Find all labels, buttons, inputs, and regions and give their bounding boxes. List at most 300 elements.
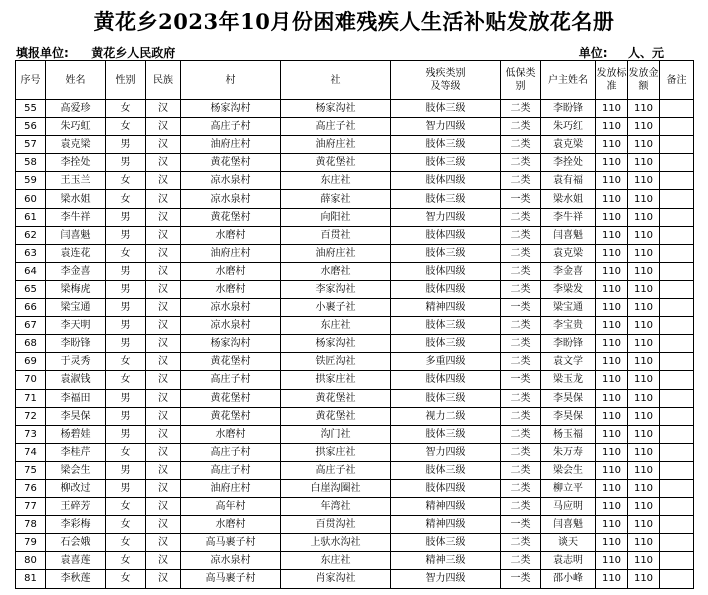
cell-community: 杨家沟社: [281, 100, 391, 118]
cell-standard: 110: [596, 534, 628, 552]
cell-standard: 110: [596, 353, 628, 371]
cell-amount: 110: [628, 190, 660, 208]
cell-gender: 男: [106, 425, 146, 443]
cell-remark: [660, 172, 694, 190]
cell-remark: [660, 244, 694, 262]
cell-gender: 女: [106, 100, 146, 118]
cell-community: 小裹子社: [281, 299, 391, 317]
cell-amount: 110: [628, 534, 660, 552]
table-row: [16, 479, 694, 497]
cell-village: 油府庄村: [181, 136, 281, 154]
cell-householder: 袁克梁: [541, 244, 596, 262]
cell-gender: 女: [106, 443, 146, 461]
cell-gender: 男: [106, 226, 146, 244]
cell-standard: 110: [596, 299, 628, 317]
cell-householder: 李盼锋: [541, 100, 596, 118]
cell-name: 李盼锋: [46, 335, 106, 353]
cell-ethnicity: 汉: [146, 516, 181, 534]
cell-community: 东庄社: [281, 552, 391, 570]
cell-disability: 肢体三级: [391, 335, 501, 353]
cell-name: 李金喜: [46, 262, 106, 280]
cell-amount: 110: [628, 299, 660, 317]
cell-gender: 女: [106, 498, 146, 516]
cell-amount: 110: [628, 100, 660, 118]
reporter-value: 黄花乡人民政府: [91, 46, 176, 60]
cell-index: 71: [16, 389, 46, 407]
cell-community: 高庄子社: [281, 118, 391, 136]
table-row: [16, 154, 694, 172]
cell-standard: 110: [596, 552, 628, 570]
cell-remark: [660, 299, 694, 317]
table-row: [16, 407, 694, 425]
cell-amount: 110: [628, 570, 660, 588]
cell-standard: 110: [596, 190, 628, 208]
cell-subsidy-class: 二类: [501, 389, 541, 407]
cell-standard: 110: [596, 389, 628, 407]
table-row: [16, 498, 694, 516]
cell-householder: 闫喜魁: [541, 516, 596, 534]
cell-village: 水磨村: [181, 226, 281, 244]
cell-village: 高马裹子村: [181, 534, 281, 552]
cell-householder: 梁水姐: [541, 190, 596, 208]
cell-name: 杨碧娃: [46, 425, 106, 443]
cell-standard: 110: [596, 208, 628, 226]
cell-householder: 李牛祥: [541, 208, 596, 226]
table-row: [16, 190, 694, 208]
cell-standard: 110: [596, 498, 628, 516]
cell-standard: 110: [596, 371, 628, 389]
cell-name: 李天明: [46, 317, 106, 335]
cell-community: 油府庄社: [281, 136, 391, 154]
cell-community: 油府庄社: [281, 244, 391, 262]
cell-ethnicity: 汉: [146, 498, 181, 516]
cell-name: 袁淑钱: [46, 371, 106, 389]
cell-subsidy-class: 二类: [501, 100, 541, 118]
cell-amount: 110: [628, 461, 660, 479]
cell-ethnicity: 汉: [146, 299, 181, 317]
cell-gender: 男: [106, 262, 146, 280]
cell-amount: 110: [628, 317, 660, 335]
cell-ethnicity: 汉: [146, 280, 181, 298]
cell-amount: 110: [628, 353, 660, 371]
cell-name: 梁水姐: [46, 190, 106, 208]
cell-index: 80: [16, 552, 46, 570]
cell-remark: [660, 425, 694, 443]
cell-gender: 男: [106, 299, 146, 317]
cell-ethnicity: 汉: [146, 534, 181, 552]
cell-subsidy-class: 一类: [501, 570, 541, 588]
cell-community: 铁匠沟社: [281, 353, 391, 371]
cell-village: 杨家沟村: [181, 100, 281, 118]
cell-standard: 110: [596, 317, 628, 335]
cell-gender: 女: [106, 570, 146, 588]
cell-disability: 肢体三级: [391, 154, 501, 172]
table-row: [16, 461, 694, 479]
cell-gender: 女: [106, 190, 146, 208]
cell-ethnicity: 汉: [146, 208, 181, 226]
cell-disability: 肢体四级: [391, 226, 501, 244]
cell-name: 梁宝通: [46, 299, 106, 317]
cell-amount: 110: [628, 389, 660, 407]
cell-community: 李家沟社: [281, 280, 391, 298]
cell-index: 60: [16, 190, 46, 208]
cell-householder: 杨玉福: [541, 425, 596, 443]
cell-householder: 邵小峰: [541, 570, 596, 588]
cell-remark: [660, 534, 694, 552]
cell-householder: 李拴处: [541, 154, 596, 172]
cell-amount: 110: [628, 208, 660, 226]
cell-disability: 精神四级: [391, 299, 501, 317]
cell-gender: 男: [106, 407, 146, 425]
cell-standard: 110: [596, 461, 628, 479]
cell-disability: 多重四级: [391, 353, 501, 371]
cell-village: 黄花堡村: [181, 154, 281, 172]
cell-subsidy-class: 一类: [501, 299, 541, 317]
cell-disability: 智力四级: [391, 443, 501, 461]
cell-householder: 朱巧红: [541, 118, 596, 136]
table-row: [16, 443, 694, 461]
cell-amount: 110: [628, 479, 660, 497]
cell-standard: 110: [596, 154, 628, 172]
cell-gender: 男: [106, 389, 146, 407]
cell-remark: [660, 208, 694, 226]
cell-community: 拱家庄社: [281, 371, 391, 389]
table-row: [16, 317, 694, 335]
cell-amount: 110: [628, 443, 660, 461]
header-cell: 民族: [146, 61, 181, 100]
cell-remark: [660, 498, 694, 516]
cell-name: 闫喜魁: [46, 226, 106, 244]
cell-index: 56: [16, 118, 46, 136]
cell-ethnicity: 汉: [146, 317, 181, 335]
unit-label: 单位:: [578, 46, 608, 60]
header-cell: 低保类别: [501, 61, 541, 100]
cell-householder: 袁文学: [541, 353, 596, 371]
cell-amount: 110: [628, 262, 660, 280]
cell-gender: 女: [106, 534, 146, 552]
header-cell: 序号: [16, 61, 46, 100]
cell-amount: 110: [628, 498, 660, 516]
cell-remark: [660, 262, 694, 280]
cell-amount: 110: [628, 172, 660, 190]
cell-householder: 李昊保: [541, 389, 596, 407]
cell-ethnicity: 汉: [146, 262, 181, 280]
cell-ethnicity: 汉: [146, 226, 181, 244]
cell-community: 水磨社: [281, 262, 391, 280]
cell-amount: 110: [628, 371, 660, 389]
cell-disability: 智力四级: [391, 570, 501, 588]
cell-remark: [660, 100, 694, 118]
cell-village: 高庄子村: [181, 443, 281, 461]
cell-name: 朱巧虹: [46, 118, 106, 136]
cell-index: 62: [16, 226, 46, 244]
cell-name: 袁克梁: [46, 136, 106, 154]
cell-village: 凉水泉村: [181, 190, 281, 208]
cell-village: 水磨村: [181, 425, 281, 443]
cell-standard: 110: [596, 425, 628, 443]
cell-community: 薛家社: [281, 190, 391, 208]
cell-index: 76: [16, 479, 46, 497]
header-cell: 村: [181, 61, 281, 100]
cell-remark: [660, 443, 694, 461]
cell-subsidy-class: 二类: [501, 552, 541, 570]
cell-disability: 肢体三级: [391, 190, 501, 208]
table-row: [16, 172, 694, 190]
cell-village: 黄花堡村: [181, 407, 281, 425]
cell-standard: 110: [596, 172, 628, 190]
cell-community: 年湾社: [281, 498, 391, 516]
cell-householder: 袁克梁: [541, 136, 596, 154]
cell-amount: 110: [628, 226, 660, 244]
cell-householder: 柳立平: [541, 479, 596, 497]
header-cell: 发放标准: [596, 61, 628, 100]
cell-index: 63: [16, 244, 46, 262]
cell-name: 李牛祥: [46, 208, 106, 226]
cell-householder: 梁会生: [541, 461, 596, 479]
cell-community: 黄花堡社: [281, 407, 391, 425]
cell-name: 高爱珍: [46, 100, 106, 118]
cell-name: 梁会生: [46, 461, 106, 479]
cell-name: 李拴处: [46, 154, 106, 172]
cell-disability: 精神四级: [391, 516, 501, 534]
cell-standard: 110: [596, 118, 628, 136]
cell-name: 王玉兰: [46, 172, 106, 190]
cell-householder: 马应明: [541, 498, 596, 516]
cell-community: 向阳社: [281, 208, 391, 226]
cell-householder: 闫喜魁: [541, 226, 596, 244]
cell-name: 石会娥: [46, 534, 106, 552]
cell-index: 78: [16, 516, 46, 534]
cell-householder: 朱万寿: [541, 443, 596, 461]
cell-standard: 110: [596, 100, 628, 118]
cell-gender: 女: [106, 516, 146, 534]
cell-disability: 肢体三级: [391, 244, 501, 262]
table-row: [16, 208, 694, 226]
cell-ethnicity: 汉: [146, 461, 181, 479]
cell-village: 高庄子村: [181, 461, 281, 479]
cell-standard: 110: [596, 335, 628, 353]
cell-disability: 肢体四级: [391, 262, 501, 280]
table-row: [16, 534, 694, 552]
cell-ethnicity: 汉: [146, 136, 181, 154]
cell-remark: [660, 570, 694, 588]
cell-village: 油府庄村: [181, 479, 281, 497]
cell-ethnicity: 汉: [146, 371, 181, 389]
table-row: [16, 262, 694, 280]
cell-name: 李昊保: [46, 407, 106, 425]
cell-subsidy-class: 二类: [501, 280, 541, 298]
header-cell: 备注: [660, 61, 694, 100]
cell-village: 凉水泉村: [181, 299, 281, 317]
cell-index: 67: [16, 317, 46, 335]
cell-community: 高庄子社: [281, 461, 391, 479]
cell-householder: 李昊保: [541, 407, 596, 425]
cell-village: 杨家沟村: [181, 335, 281, 353]
cell-amount: 110: [628, 516, 660, 534]
cell-gender: 男: [106, 208, 146, 226]
cell-community: 东庄社: [281, 172, 391, 190]
cell-gender: 女: [106, 552, 146, 570]
header-cell: 社: [281, 61, 391, 100]
cell-disability: 视力二级: [391, 407, 501, 425]
cell-amount: 110: [628, 335, 660, 353]
cell-gender: 男: [106, 136, 146, 154]
cell-amount: 110: [628, 154, 660, 172]
cell-index: 81: [16, 570, 46, 588]
cell-ethnicity: 汉: [146, 443, 181, 461]
cell-index: 59: [16, 172, 46, 190]
cell-householder: 梁宝通: [541, 299, 596, 317]
cell-index: 69: [16, 353, 46, 371]
cell-index: 73: [16, 425, 46, 443]
cell-gender: 男: [106, 461, 146, 479]
unit-line: [579, 44, 664, 61]
cell-ethnicity: 汉: [146, 407, 181, 425]
table-row: [16, 100, 694, 118]
cell-name: 李桂芹: [46, 443, 106, 461]
cell-village: 高马裹子村: [181, 570, 281, 588]
cell-standard: 110: [596, 516, 628, 534]
cell-index: 77: [16, 498, 46, 516]
header-cell: 户主姓名: [541, 61, 596, 100]
cell-community: 百贯社: [281, 226, 391, 244]
cell-gender: 女: [106, 172, 146, 190]
cell-disability: 肢体三级: [391, 100, 501, 118]
table-row: [16, 280, 694, 298]
cell-community: 黄花堡社: [281, 154, 391, 172]
cell-remark: [660, 317, 694, 335]
cell-disability: 精神三级: [391, 552, 501, 570]
cell-ethnicity: 汉: [146, 389, 181, 407]
cell-householder: 李梁发: [541, 280, 596, 298]
table-row: [16, 299, 694, 317]
cell-community: 黄花堡社: [281, 389, 391, 407]
cell-subsidy-class: 二类: [501, 226, 541, 244]
cell-ethnicity: 汉: [146, 118, 181, 136]
cell-name: 李福田: [46, 389, 106, 407]
cell-index: 75: [16, 461, 46, 479]
cell-community: 东庄社: [281, 317, 391, 335]
cell-gender: 男: [106, 154, 146, 172]
cell-amount: 110: [628, 136, 660, 154]
cell-standard: 110: [596, 570, 628, 588]
cell-village: 黄花堡村: [181, 389, 281, 407]
cell-householder: 李宝贵: [541, 317, 596, 335]
cell-gender: 男: [106, 335, 146, 353]
cell-index: 55: [16, 100, 46, 118]
cell-disability: 肢体三级: [391, 425, 501, 443]
cell-remark: [660, 136, 694, 154]
cell-remark: [660, 389, 694, 407]
table-header-row: [16, 61, 694, 100]
cell-amount: 110: [628, 244, 660, 262]
cell-householder: 袁志明: [541, 552, 596, 570]
cell-index: 64: [16, 262, 46, 280]
cell-ethnicity: 汉: [146, 353, 181, 371]
cell-ethnicity: 汉: [146, 100, 181, 118]
cell-subsidy-class: 一类: [501, 190, 541, 208]
cell-amount: 110: [628, 425, 660, 443]
cell-disability: 肢体四级: [391, 479, 501, 497]
cell-disability: 肢体三级: [391, 317, 501, 335]
header-cell: 姓名: [46, 61, 106, 100]
cell-index: 66: [16, 299, 46, 317]
cell-name: 袁喜莲: [46, 552, 106, 570]
cell-index: 72: [16, 407, 46, 425]
cell-village: 高庄子村: [181, 118, 281, 136]
cell-subsidy-class: 二类: [501, 353, 541, 371]
cell-disability: 肢体三级: [391, 389, 501, 407]
cell-subsidy-class: 二类: [501, 118, 541, 136]
reporter-line: [16, 44, 175, 61]
table-row: [16, 118, 694, 136]
cell-ethnicity: 汉: [146, 425, 181, 443]
cell-subsidy-class: 二类: [501, 461, 541, 479]
cell-standard: 110: [596, 479, 628, 497]
cell-remark: [660, 461, 694, 479]
cell-village: 凉水泉村: [181, 317, 281, 335]
cell-amount: 110: [628, 407, 660, 425]
cell-standard: 110: [596, 244, 628, 262]
cell-village: 凉水泉村: [181, 552, 281, 570]
cell-subsidy-class: 二类: [501, 425, 541, 443]
cell-index: 79: [16, 534, 46, 552]
cell-ethnicity: 汉: [146, 552, 181, 570]
table-row: [16, 552, 694, 570]
cell-disability: 肢体三级: [391, 136, 501, 154]
cell-community: 沟门社: [281, 425, 391, 443]
cell-subsidy-class: 二类: [501, 479, 541, 497]
reporter-label: 填报单位:: [16, 46, 69, 60]
cell-village: 黄花堡村: [181, 208, 281, 226]
cell-community: 百贯沟社: [281, 516, 391, 534]
cell-subsidy-class: 二类: [501, 208, 541, 226]
cell-name: 于灵秀: [46, 353, 106, 371]
cell-disability: 肢体三级: [391, 461, 501, 479]
cell-index: 70: [16, 371, 46, 389]
cell-community: 杨家沟社: [281, 335, 391, 353]
cell-subsidy-class: 二类: [501, 244, 541, 262]
cell-subsidy-class: 二类: [501, 317, 541, 335]
cell-amount: 110: [628, 552, 660, 570]
cell-subsidy-class: 二类: [501, 154, 541, 172]
cell-name: 王碎芳: [46, 498, 106, 516]
cell-gender: 男: [106, 280, 146, 298]
cell-remark: [660, 280, 694, 298]
cell-remark: [660, 335, 694, 353]
cell-name: 袁连花: [46, 244, 106, 262]
cell-village: 高庄子村: [181, 371, 281, 389]
cell-subsidy-class: 二类: [501, 335, 541, 353]
cell-village: 黄花堡村: [181, 353, 281, 371]
table-row: [16, 389, 694, 407]
header-cell: 残疾类别 及等级: [391, 61, 501, 100]
cell-index: 68: [16, 335, 46, 353]
cell-disability: 精神四级: [391, 498, 501, 516]
cell-standard: 110: [596, 443, 628, 461]
cell-index: 57: [16, 136, 46, 154]
cell-ethnicity: 汉: [146, 335, 181, 353]
cell-standard: 110: [596, 407, 628, 425]
cell-community: 肖家沟社: [281, 570, 391, 588]
cell-ethnicity: 汉: [146, 479, 181, 497]
cell-village: 凉水泉村: [181, 172, 281, 190]
cell-community: 拱家庄社: [281, 443, 391, 461]
table-body: [16, 100, 694, 589]
cell-remark: [660, 479, 694, 497]
cell-ethnicity: 汉: [146, 244, 181, 262]
table-row: [16, 353, 694, 371]
